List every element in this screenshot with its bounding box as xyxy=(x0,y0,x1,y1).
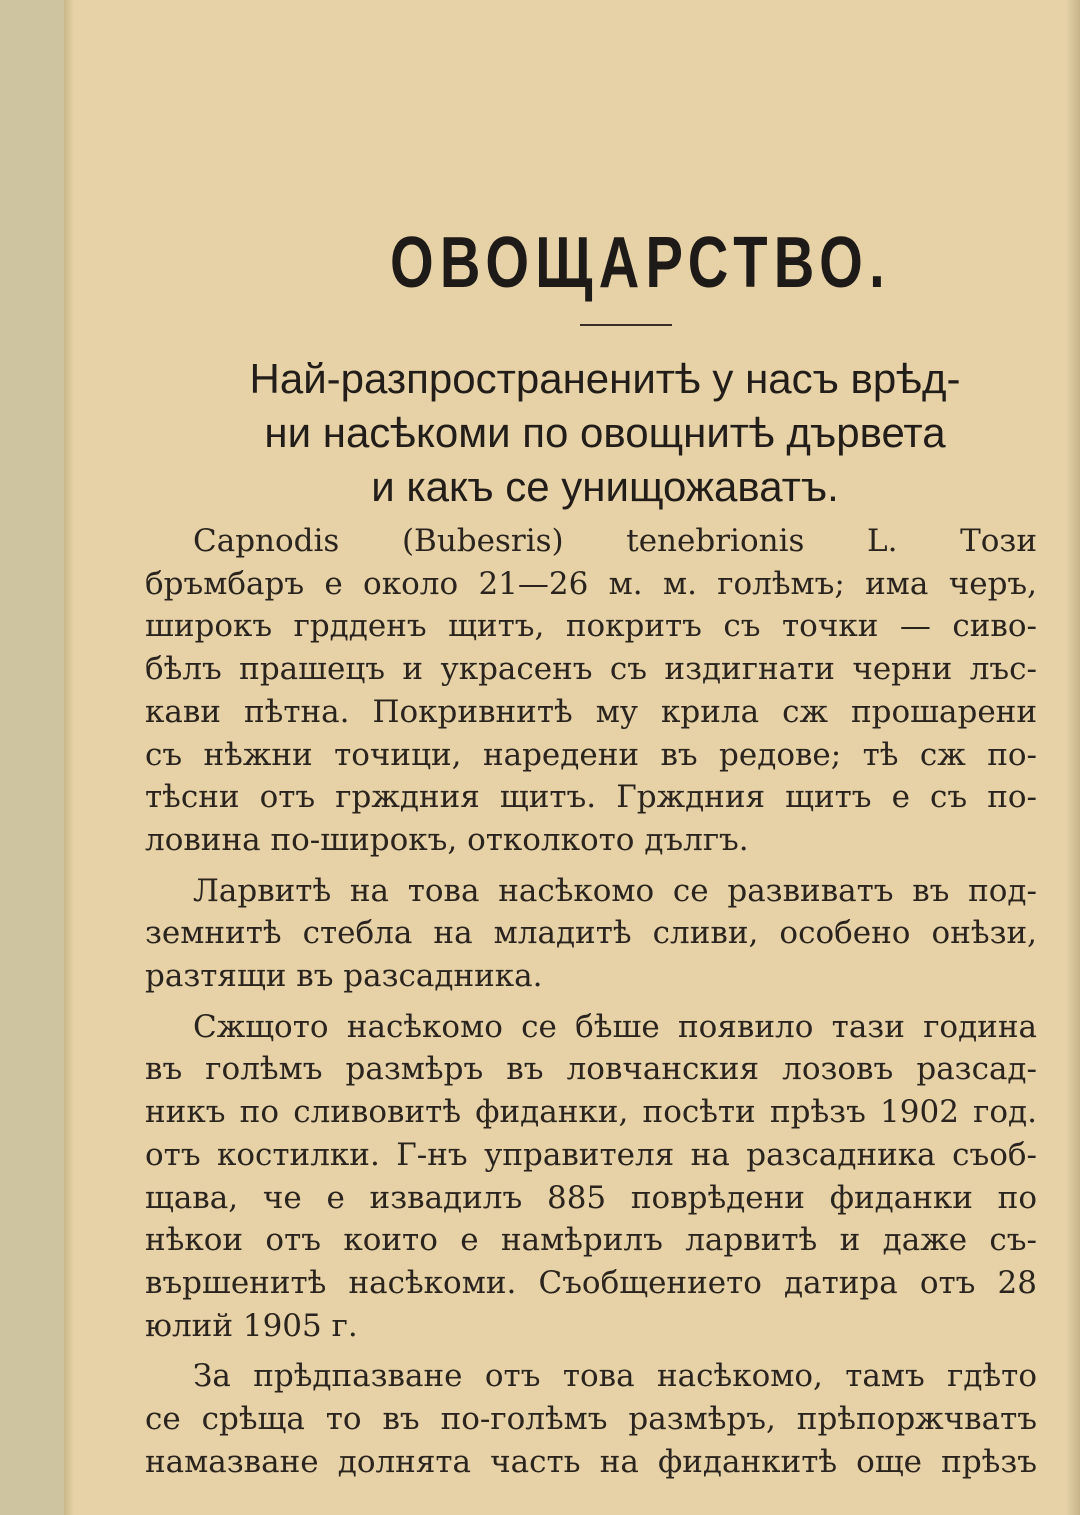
text-line: земнитѣ стебла на младитѣ сливи, особено онѣзи, xyxy=(145,915,1037,952)
text-line: За прѣдпазване отъ това насѣкомо, тамъ гдѣто xyxy=(193,1358,1037,1395)
text-line: отъ костилки. Г-нъ управителя на разсадника съоб- xyxy=(145,1136,1037,1173)
text-line: нѣкои отъ които е намѣрилъ ларвитѣ и даже съ- xyxy=(145,1222,1037,1259)
text-line: ловина по-широкъ, отколкото дългъ. xyxy=(145,821,749,858)
text-line: юлий 1905 г. xyxy=(145,1307,358,1344)
text-line: тѣсни отъ грждния щитъ. Грждния щитъ е съ по- xyxy=(145,779,1037,816)
article-title xyxy=(160,352,1050,514)
text-line: бѣлъ прашецъ и украсенъ съ издигнати черни лъс- xyxy=(145,651,1037,688)
paragraph xyxy=(145,1355,1037,1483)
paragraph xyxy=(145,520,1037,862)
text-line: се срѣща то въ по-голѣмъ размѣръ, прѣпоржчватъ xyxy=(145,1401,1037,1438)
paragraph xyxy=(145,1006,1037,1348)
text-line: кави пѣтна. Покривнитѣ му крила сж прошарени xyxy=(145,693,1037,730)
article-title-line: ни насѣкоми по овощнитѣ дървета xyxy=(264,409,946,456)
text-line: бръмбаръ е около 21—26 м. м. голѣмъ; има черъ, xyxy=(145,565,1037,602)
page-edge xyxy=(64,0,74,1515)
text-line: въ голѣмъ размѣръ въ ловчанския лозовъ разсад- xyxy=(145,1051,1037,1088)
text-line: щава, че е извадилъ 885 поврѣдени фиданки по xyxy=(145,1179,1037,1216)
text-line: широкъ грдденъ щитъ, покритъ съ точки — сиво- xyxy=(145,608,1037,645)
text-line: намазване долнята часть на фиданкитѣ още прѣзъ xyxy=(145,1443,1037,1480)
text-line: разтящи въ разсадника. xyxy=(145,958,543,995)
text-line: Capnodis (Bubesris) tenebrionis L. Този xyxy=(193,523,1037,559)
text-line: вършенитѣ насѣкоми. Съобщението датира отъ 28 xyxy=(145,1264,1037,1301)
page-right-shadow xyxy=(1066,0,1080,1515)
article-title-line: Най-разпространенитѣ у насъ врѣд- xyxy=(249,355,961,402)
paragraph xyxy=(145,870,1037,998)
title-divider xyxy=(580,324,672,326)
scan-left-margin xyxy=(0,0,64,1515)
text-line: Сжщото насѣкомо се бѣше появило тази година xyxy=(193,1008,1037,1045)
text-line: Ларвитѣ на това насѣкомо се развиватъ въ под- xyxy=(193,872,1037,909)
text-line: съ нѣжни точици, наредени въ редове; тѣ сж по- xyxy=(145,736,1037,773)
article-title-line: и какъ се унищожаватъ. xyxy=(371,463,839,510)
book-page xyxy=(90,0,1050,1515)
section-title: ОВОЩАРСТВО. xyxy=(390,223,891,303)
article-body xyxy=(145,520,1037,1491)
text-line: никъ по сливовитѣ фиданки, посѣти прѣзъ 1902 год. xyxy=(145,1094,1037,1131)
